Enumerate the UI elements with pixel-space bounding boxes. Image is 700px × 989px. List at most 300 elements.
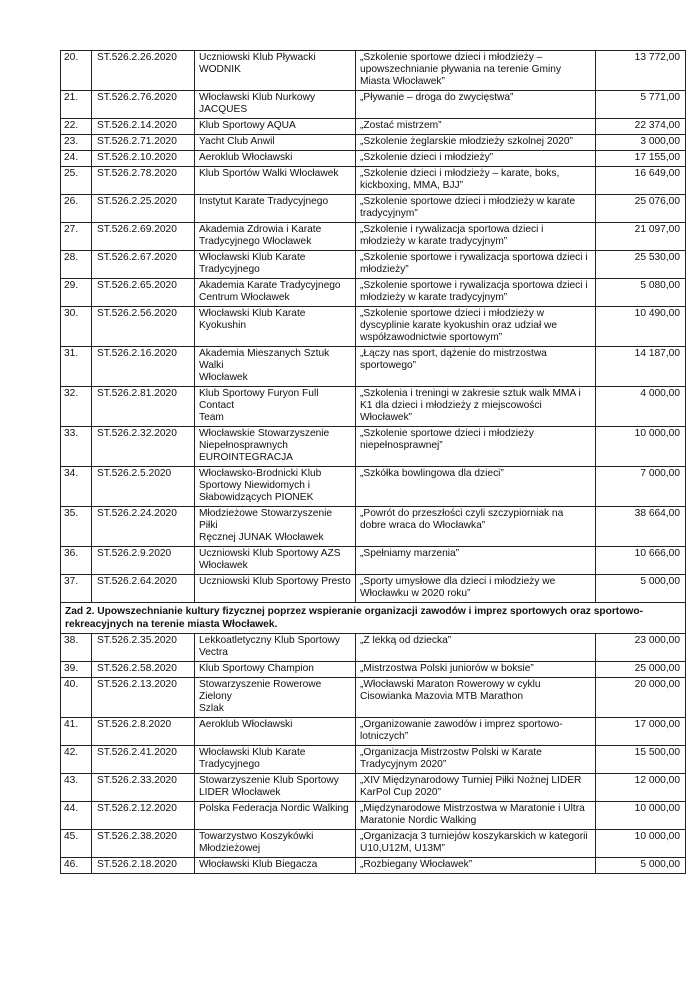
- grant-amount: 22 374,00: [634, 120, 680, 131]
- grant-amount: 20 000,00: [634, 679, 680, 690]
- grant-amount-cell: [596, 678, 686, 718]
- case-reference-cell: [92, 279, 195, 307]
- row-number-cell: [61, 575, 92, 603]
- task-title: „Organizacja Mistrzostw Polski w Karate Tradycyjnym 2020”: [360, 747, 542, 770]
- organization-name: Klub Sportowy AQUA: [199, 120, 296, 131]
- case-reference: ST.526.2.8.2020: [97, 719, 172, 730]
- task-title: „Szkolenie i rywalizacja sportowa dzieci i młodzieży w karate tradycyjnym”: [360, 224, 544, 247]
- case-reference: ST.526.2.65.2020: [97, 280, 177, 291]
- task-title: „Szkolenie żeglarskie młodzieży szkolnej 2020”: [360, 136, 573, 147]
- row-number-cell: [61, 251, 92, 279]
- task-title: „Szkolenie dzieci i młodzieży”: [360, 152, 494, 163]
- row-number-cell: [61, 195, 92, 223]
- case-reference-cell: [92, 547, 195, 575]
- case-reference: ST.526.2.26.2020: [97, 52, 177, 63]
- row-number: 22.: [64, 120, 79, 131]
- case-reference: ST.526.2.12.2020: [97, 803, 177, 814]
- row-number: 24.: [64, 152, 79, 163]
- organization-name-cell: [195, 151, 356, 167]
- grants-table: [60, 50, 686, 874]
- case-reference-cell: [92, 774, 195, 802]
- organization-name: Lekkoatletyczny Klub Sportowy Vectra: [199, 635, 340, 658]
- table-row: [61, 91, 686, 119]
- row-number-cell: [61, 151, 92, 167]
- grant-amount: 16 649,00: [634, 168, 680, 179]
- task-title: „Szkolenie sportowe dzieci i młodzieży w dyscyplinie karate kyokushin oraz udział we współzawodnictwie sportowym”: [360, 308, 558, 343]
- case-reference: ST.526.2.25.2020: [97, 196, 177, 207]
- organization-name: Aeroklub Włocławski: [199, 152, 293, 163]
- table-row: [61, 427, 686, 467]
- grant-amount: 15 500,00: [634, 747, 680, 758]
- row-number-cell: [61, 427, 92, 467]
- grant-amount: 4 000,00: [640, 388, 680, 399]
- row-number: 41.: [64, 719, 79, 730]
- task-title-cell: [356, 347, 596, 387]
- organization-name-cell: [195, 830, 356, 858]
- grant-amount-cell: [596, 547, 686, 575]
- task-title-cell: [356, 507, 596, 547]
- case-reference-cell: [92, 718, 195, 746]
- grant-amount-cell: [596, 119, 686, 135]
- task-title: „Rozbiegany Włocławek”: [360, 859, 473, 870]
- task-title: „Sporty umysłowe dla dzieci i młodzieży we Włocławku w 2020 roku”: [360, 576, 556, 599]
- task-title-cell: [356, 774, 596, 802]
- grant-amount: 17 000,00: [634, 719, 680, 730]
- organization-name-cell: [195, 858, 356, 874]
- row-number: 39.: [64, 663, 79, 674]
- row-number: 40.: [64, 679, 79, 690]
- table-row: [61, 678, 686, 718]
- row-number-cell: [61, 547, 92, 575]
- organization-name: Włocławski Klub Karate Tradycyjnego: [199, 747, 306, 770]
- table-row: [61, 575, 686, 603]
- case-reference: ST.526.2.67.2020: [97, 252, 177, 263]
- case-reference-cell: [92, 467, 195, 507]
- organization-name: Włocławsko-Brodnicki Klub Sportowy Niewidomych i Słabowidzących PIONEK: [199, 468, 322, 503]
- case-reference-cell: [92, 387, 195, 427]
- row-number: 46.: [64, 859, 79, 870]
- row-number: 26.: [64, 196, 79, 207]
- task-title: „Spełniamy marzenia”: [360, 548, 460, 559]
- case-reference: ST.526.2.24.2020: [97, 508, 177, 519]
- organization-name: Klub Sportów Walki Włocławek: [199, 168, 339, 179]
- row-number: 42.: [64, 747, 79, 758]
- task-title: „Szkolenie sportowe dzieci i młodzieży w karate tradycyjnym”: [360, 196, 576, 219]
- task-title-cell: [356, 279, 596, 307]
- case-reference-cell: [92, 830, 195, 858]
- grant-amount: 10 000,00: [634, 803, 680, 814]
- organization-name-cell: [195, 307, 356, 347]
- case-reference-cell: [92, 135, 195, 151]
- task-title-cell: [356, 307, 596, 347]
- table-row: [61, 307, 686, 347]
- case-reference-cell: [92, 634, 195, 662]
- row-number-cell: [61, 51, 92, 91]
- row-number-cell: [61, 223, 92, 251]
- table-row: [61, 387, 686, 427]
- table-row: [61, 802, 686, 830]
- organization-name-cell: [195, 802, 356, 830]
- grant-amount: 5 000,00: [640, 859, 680, 870]
- grant-amount: 12 000,00: [634, 775, 680, 786]
- case-reference-cell: [92, 151, 195, 167]
- grant-amount: 5 080,00: [640, 280, 680, 291]
- task-title-cell: [356, 119, 596, 135]
- case-reference-cell: [92, 507, 195, 547]
- organization-name: Włocławskie Stowarzyszenie Niepełnosprawnych EUROINTEGRACJA: [199, 428, 330, 463]
- case-reference: ST.526.2.32.2020: [97, 428, 177, 439]
- row-number-cell: [61, 858, 92, 874]
- grant-amount-cell: [596, 467, 686, 507]
- case-reference: ST.526.2.10.2020: [97, 152, 177, 163]
- task-title-cell: [356, 678, 596, 718]
- organization-name-cell: [195, 51, 356, 91]
- grant-amount: 10 666,00: [634, 548, 680, 559]
- grant-amount-cell: [596, 195, 686, 223]
- organization-name: Młodzieżowe Stowarzyszenie Piłki Ręcznej JUNAK Włocławek: [199, 508, 333, 543]
- grant-amount: 25 076,00: [634, 196, 680, 207]
- case-reference: ST.526.2.13.2020: [97, 679, 177, 690]
- organization-name-cell: [195, 427, 356, 467]
- table-row: [61, 662, 686, 678]
- task-title-cell: [356, 195, 596, 223]
- row-number-cell: [61, 387, 92, 427]
- task-title: „Z lekką od dziecka”: [360, 635, 452, 646]
- row-number-cell: [61, 634, 92, 662]
- section-2-header: [61, 603, 686, 634]
- case-reference-cell: [92, 427, 195, 467]
- row-number: 33.: [64, 428, 79, 439]
- row-number: 20.: [64, 52, 79, 63]
- grant-amount-cell: [596, 858, 686, 874]
- row-number: 35.: [64, 508, 79, 519]
- organization-name: Włocławski Klub Karate Tradycyjnego: [199, 252, 306, 275]
- table-row: [61, 634, 686, 662]
- task-title: „Szkolenie sportowe i rywalizacja sportowa dzieci i młodzieży w karate tradycyjnym”: [360, 280, 588, 303]
- table-body-part2: [61, 634, 686, 874]
- task-title-cell: [356, 718, 596, 746]
- row-number-cell: [61, 678, 92, 718]
- table-row: [61, 746, 686, 774]
- table-row: [61, 279, 686, 307]
- grant-amount: 13 772,00: [634, 52, 680, 63]
- case-reference-cell: [92, 678, 195, 718]
- row-number: 28.: [64, 252, 79, 263]
- task-title-cell: [356, 467, 596, 507]
- grant-amount: 10 000,00: [634, 428, 680, 439]
- row-number-cell: [61, 718, 92, 746]
- case-reference: ST.526.2.41.2020: [97, 747, 177, 758]
- grant-amount: 3 000,00: [640, 136, 680, 147]
- grant-amount-cell: [596, 634, 686, 662]
- organization-name: Akademia Zdrowia i Karate Tradycyjnego Włocławek: [199, 224, 322, 247]
- row-number: 43.: [64, 775, 79, 786]
- row-number-cell: [61, 774, 92, 802]
- task-title-cell: [356, 223, 596, 251]
- case-reference: ST.526.2.81.2020: [97, 388, 177, 399]
- case-reference-cell: [92, 51, 195, 91]
- row-number: 29.: [64, 280, 79, 291]
- organization-name-cell: [195, 467, 356, 507]
- grant-amount-cell: [596, 223, 686, 251]
- case-reference: ST.526.2.78.2020: [97, 168, 177, 179]
- task-title: „Szkółka bowlingowa dla dzieci”: [360, 468, 504, 479]
- case-reference-cell: [92, 119, 195, 135]
- section-2-heading: Zad 2. Upowszechnianie kultury fizycznej poprzez wspieranie organizacji zawodów i imprez sportowych oraz sportowo-rekreacyjnych na terenie miasta Włocławek.: [61, 603, 686, 634]
- organization-name-cell: [195, 678, 356, 718]
- task-title: „Włocławski Maraton Rowerowy w cyklu Cisowianka Mazovia MTB Marathon: [360, 679, 541, 702]
- case-reference: ST.526.2.58.2020: [97, 663, 177, 674]
- organization-name-cell: [195, 279, 356, 307]
- grant-amount-cell: [596, 279, 686, 307]
- grant-amount: 17 155,00: [634, 152, 680, 163]
- case-reference: ST.526.2.16.2020: [97, 348, 177, 359]
- organization-name-cell: [195, 167, 356, 195]
- row-number: 30.: [64, 308, 79, 319]
- task-title-cell: [356, 634, 596, 662]
- grant-amount-cell: [596, 167, 686, 195]
- task-title-cell: [356, 746, 596, 774]
- task-title: „Szkolenie sportowe i rywalizacja sportowa dzieci i młodzieży”: [360, 252, 588, 275]
- table-row: [61, 718, 686, 746]
- organization-name: Klub Sportowy Furyon Full Contact Team: [199, 388, 319, 423]
- task-title-cell: [356, 802, 596, 830]
- organization-name: Uczniowski Klub Sportowy AZS Włocławek: [199, 548, 341, 571]
- table-row: [61, 547, 686, 575]
- organization-name-cell: [195, 195, 356, 223]
- organization-name-cell: [195, 251, 356, 279]
- grant-amount-cell: [596, 802, 686, 830]
- row-number-cell: [61, 167, 92, 195]
- grant-amount-cell: [596, 575, 686, 603]
- row-number-cell: [61, 467, 92, 507]
- grant-amount: 38 664,00: [634, 508, 680, 519]
- task-title: „Organizacja 3 turniejów koszykarskich w kategorii U10,U12M, U13M”: [360, 831, 588, 854]
- organization-name: Włocławski Klub Nurkowy JACQUES: [199, 92, 316, 115]
- table-row: [61, 151, 686, 167]
- table-row: [61, 774, 686, 802]
- table-row: [61, 223, 686, 251]
- task-title-cell: [356, 547, 596, 575]
- row-number: 44.: [64, 803, 79, 814]
- case-reference: ST.526.2.38.2020: [97, 831, 177, 842]
- organization-name-cell: [195, 347, 356, 387]
- row-number-cell: [61, 307, 92, 347]
- case-reference-cell: [92, 802, 195, 830]
- row-number-cell: [61, 802, 92, 830]
- table-row: [61, 251, 686, 279]
- task-title: „Szkolenia i treningi w zakresie sztuk walk MMA i K1 dla dzieci i młodzieży z miejscowości Włocławek”: [360, 388, 581, 423]
- task-title: „Szkolenie dzieci i młodzieży – karate, boks, kickboxing, MMA, BJJ”: [360, 168, 560, 191]
- task-title: „Mistrzostwa Polski juniorów w boksie”: [360, 663, 534, 674]
- task-title: „Zostać mistrzem”: [360, 120, 442, 131]
- case-reference-cell: [92, 223, 195, 251]
- case-reference: ST.526.2.18.2020: [97, 859, 177, 870]
- row-number: 45.: [64, 831, 79, 842]
- table-body-part1: [61, 51, 686, 603]
- organization-name-cell: [195, 91, 356, 119]
- grant-amount-cell: [596, 662, 686, 678]
- row-number-cell: [61, 279, 92, 307]
- organization-name: Włocławski Klub Biegacza: [199, 859, 318, 870]
- grant-amount-cell: [596, 507, 686, 547]
- case-reference-cell: [92, 858, 195, 874]
- table-row: [61, 135, 686, 151]
- grant-amount-cell: [596, 427, 686, 467]
- grant-amount: 10 490,00: [634, 308, 680, 319]
- row-number-cell: [61, 746, 92, 774]
- task-title-cell: [356, 151, 596, 167]
- task-title: „Powrót do przeszłości czyli szczypiorniak na dobre wraca do Włocławka”: [360, 508, 564, 531]
- grant-amount-cell: [596, 347, 686, 387]
- organization-name-cell: [195, 135, 356, 151]
- case-reference: ST.526.2.9.2020: [97, 548, 172, 559]
- case-reference-cell: [92, 347, 195, 387]
- grant-amount: 23 000,00: [634, 635, 680, 646]
- case-reference-cell: [92, 307, 195, 347]
- grant-amount: 5 000,00: [640, 576, 680, 587]
- table-row: [61, 507, 686, 547]
- row-number: 38.: [64, 635, 79, 646]
- case-reference: ST.526.2.64.2020: [97, 576, 177, 587]
- grant-amount: 10 000,00: [634, 831, 680, 842]
- task-title-cell: [356, 91, 596, 119]
- table-row: [61, 167, 686, 195]
- table-row: [61, 467, 686, 507]
- case-reference: ST.526.2.33.2020: [97, 775, 177, 786]
- organization-name: Akademia Mieszanych Sztuk Walki Włocławek: [199, 348, 330, 383]
- row-number: 37.: [64, 576, 79, 587]
- case-reference-cell: [92, 662, 195, 678]
- grant-amount-cell: [596, 387, 686, 427]
- case-reference: ST.526.2.5.2020: [97, 468, 172, 479]
- case-reference-cell: [92, 167, 195, 195]
- task-title: „Pływanie – droga do zwycięstwa”: [360, 92, 514, 103]
- grant-amount-cell: [596, 830, 686, 858]
- row-number: 23.: [64, 136, 79, 147]
- case-reference: ST.526.2.69.2020: [97, 224, 177, 235]
- case-reference: ST.526.2.71.2020: [97, 136, 177, 147]
- task-title-cell: [356, 858, 596, 874]
- row-number: 36.: [64, 548, 79, 559]
- organization-name: Aeroklub Włocławski: [199, 719, 293, 730]
- table-row: [61, 119, 686, 135]
- task-title-cell: [356, 251, 596, 279]
- organization-name: Polska Federacja Nordic Walking: [199, 803, 349, 814]
- task-title: „Łączy nas sport, dążenie do mistrzostwa sportowego”: [360, 348, 547, 371]
- grant-amount-cell: [596, 774, 686, 802]
- task-title-cell: [356, 167, 596, 195]
- organization-name: Akademia Karate Tradycyjnego Centrum Włocławek: [199, 280, 341, 303]
- case-reference: ST.526.2.14.2020: [97, 120, 177, 131]
- organization-name: Uczniowski Klub Pływacki WODNIK: [199, 52, 316, 75]
- task-title: „XIV Międzynarodowy Turniej Piłki Nożnej LIDER KarPol Cup 2020”: [360, 775, 582, 798]
- organization-name-cell: [195, 718, 356, 746]
- organization-name-cell: [195, 634, 356, 662]
- task-title-cell: [356, 662, 596, 678]
- case-reference-cell: [92, 746, 195, 774]
- row-number: 31.: [64, 348, 79, 359]
- task-title-cell: [356, 387, 596, 427]
- grant-amount: 7 000,00: [640, 468, 680, 479]
- grant-amount: 25 530,00: [634, 252, 680, 263]
- grant-amount: 5 771,00: [640, 92, 680, 103]
- organization-name-cell: [195, 746, 356, 774]
- case-reference-cell: [92, 251, 195, 279]
- organization-name: Towarzystwo Koszykówki Młodzieżowej: [199, 831, 314, 854]
- grant-amount: 25 000,00: [634, 663, 680, 674]
- table-row: [61, 830, 686, 858]
- row-number-cell: [61, 507, 92, 547]
- grant-amount: 14 187,00: [634, 348, 680, 359]
- organization-name: Yacht Club Anwil: [199, 136, 275, 147]
- table-row: [61, 51, 686, 91]
- organization-name: Włocławski Klub Karate Kyokushin: [199, 308, 306, 331]
- case-reference-cell: [92, 91, 195, 119]
- task-title-cell: [356, 427, 596, 467]
- table-row: [61, 858, 686, 874]
- organization-name-cell: [195, 223, 356, 251]
- organization-name-cell: [195, 387, 356, 427]
- case-reference: ST.526.2.35.2020: [97, 635, 177, 646]
- organization-name: Instytut Karate Tradycyjnego: [199, 196, 329, 207]
- grant-amount-cell: [596, 746, 686, 774]
- row-number-cell: [61, 662, 92, 678]
- case-reference-cell: [92, 575, 195, 603]
- grant-amount-cell: [596, 91, 686, 119]
- case-reference-cell: [92, 195, 195, 223]
- organization-name: Stowarzyszenie Rowerowe Zielony Szlak: [199, 679, 322, 714]
- row-number-cell: [61, 119, 92, 135]
- organization-name-cell: [195, 575, 356, 603]
- task-title-cell: [356, 830, 596, 858]
- table-row: [61, 347, 686, 387]
- grant-amount-cell: [596, 135, 686, 151]
- row-number-cell: [61, 135, 92, 151]
- row-number: 27.: [64, 224, 79, 235]
- task-title: „Szkolenie sportowe dzieci i młodzieży niepełnosprawnej”: [360, 428, 534, 451]
- grant-amount: 21 097,00: [634, 224, 680, 235]
- section-row: [61, 603, 686, 634]
- row-number-cell: [61, 830, 92, 858]
- task-title-cell: [356, 51, 596, 91]
- task-title: „Organizowanie zawodów i imprez sportowo- lotniczych”: [360, 719, 563, 742]
- organization-name-cell: [195, 662, 356, 678]
- organization-name-cell: [195, 547, 356, 575]
- row-number-cell: [61, 347, 92, 387]
- organization-name: Klub Sportowy Champion: [199, 663, 314, 674]
- case-reference: ST.526.2.56.2020: [97, 308, 177, 319]
- organization-name-cell: [195, 774, 356, 802]
- task-title: „Międzynarodowe Mistrzostwa w Maratonie i Ultra Maratonie Nordic Walking: [360, 803, 585, 826]
- row-number: 32.: [64, 388, 79, 399]
- organization-name: Uczniowski Klub Sportowy Presto: [199, 576, 351, 587]
- grant-amount-cell: [596, 307, 686, 347]
- table-row: [61, 195, 686, 223]
- task-title-cell: [356, 135, 596, 151]
- row-number: 25.: [64, 168, 79, 179]
- grant-amount-cell: [596, 718, 686, 746]
- case-reference: ST.526.2.76.2020: [97, 92, 177, 103]
- row-number: 34.: [64, 468, 79, 479]
- organization-name: Stowarzyszenie Klub Sportowy LIDER Włocławek: [199, 775, 339, 798]
- grant-amount-cell: [596, 151, 686, 167]
- row-number: 21.: [64, 92, 79, 103]
- task-title-cell: [356, 575, 596, 603]
- grant-amount-cell: [596, 51, 686, 91]
- row-number-cell: [61, 91, 92, 119]
- organization-name-cell: [195, 507, 356, 547]
